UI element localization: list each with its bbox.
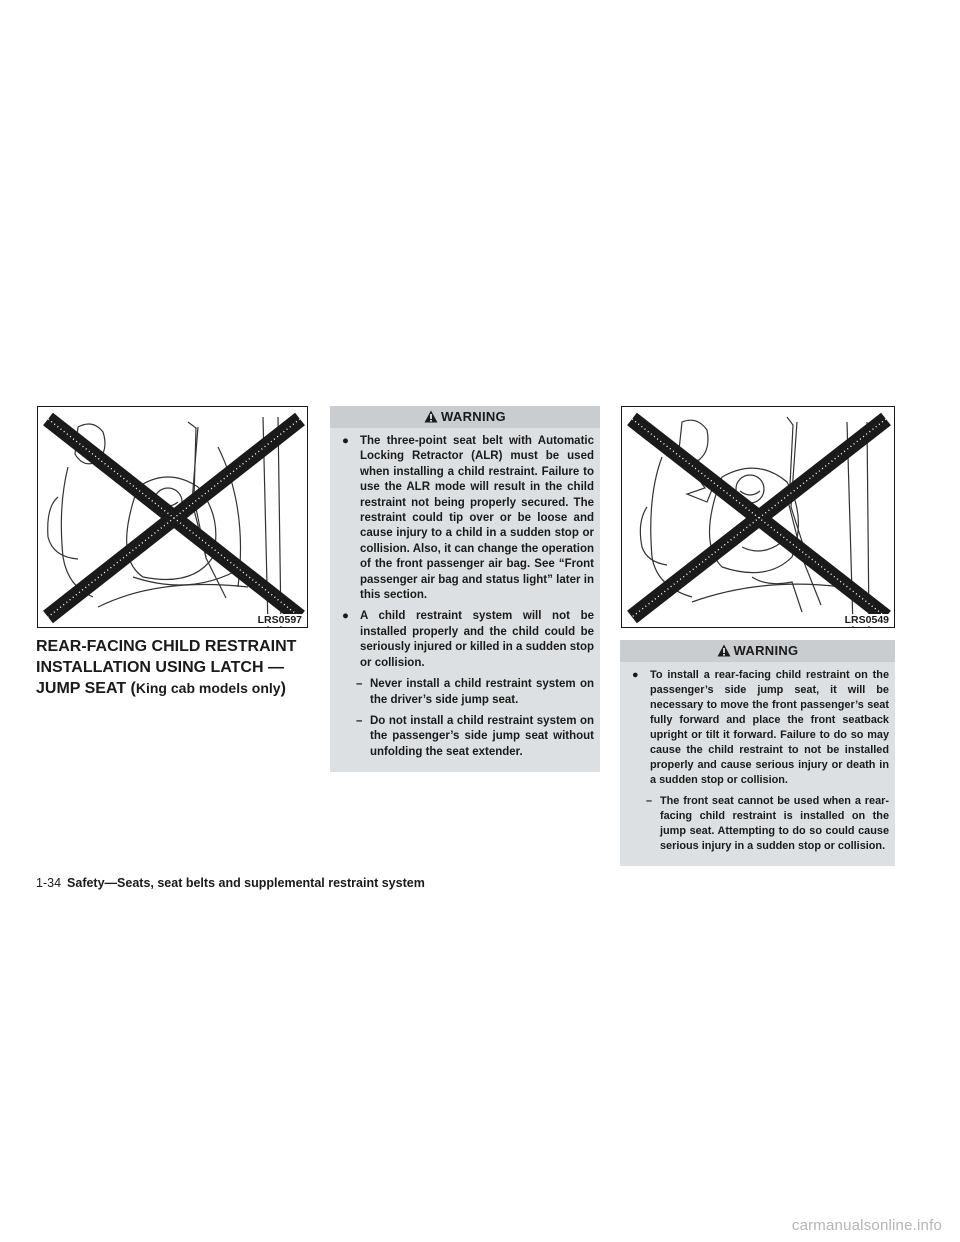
warning-subitem [340,677,594,708]
section-heading [36,636,326,699]
child-seat-prohibited-illustration [38,407,308,628]
warning-subitem [340,714,594,760]
warning-title-bar [330,406,600,428]
warning-bullet [340,434,594,603]
bullet-icon: ● [342,435,349,447]
warning-box-seat-belt-alr [330,406,600,772]
page-number: 1-34 [36,876,62,890]
figure-right [621,406,895,628]
figure-code: LRS0549 [844,614,889,626]
figure-code: LRS0597 [257,614,302,626]
heading-main: REAR-FACING CHILD RESTRAINT INSTALLATION USING LATCH — JUMP SEAT ( [36,638,297,697]
subitem-text: Do not install a child restraint system on the passenger’s side jump seat without unfolding the seat extender. [370,714,594,758]
watermark: carmanualsonline.info [791,1217,942,1234]
dash-icon: – [356,714,363,727]
warning-triangle-icon [424,410,438,423]
bullet-icon: ● [342,610,349,623]
bullet-text: The three-point seat belt with Automatic Locking Retractor (ALR) must be used when installing a child restraint. Failure to use the ALR mode will result in the child restraint not being properly secured. The restraint could tip over or be loose and cause injury to a child in a sudden stop or collision. Also, it can change the operation of the front passenger air bag. See “Front passenger air bag and status light” later in this section. [360,435,594,602]
warning-bullet [630,668,889,788]
child-seat-prohibited-illustration [622,407,895,628]
warning-subitem [630,794,889,854]
warning-box-jump-seat [620,640,895,866]
subitem-text: Never install a child restraint system on the driver’s side jump seat. [370,678,594,706]
subitem-text: The front seat cannot be used when a rear-facing child restraint is installed on the jump seat. Attempting to do so could cause serious injury in a sudden stop or collision. [660,795,889,852]
warning-body [330,428,600,772]
warning-title-bar [620,640,895,662]
bullet-text: A child restraint system will not be installed properly and the child could be seriously injured or killed in a sudden stop or collision. [360,610,594,669]
bullet-text: To install a rear-facing child restraint on the passenger’s side jump seat, it will be necessary to move the front passenger’s seat fully forward and place the front seatback upright or tilt it forward. Failure to do so may cause the child restraint to not be installed properly and cause serious injury or death in a sudden stop or collision. [650,669,889,786]
warning-bullet [340,609,594,671]
dash-icon: – [646,795,653,807]
dash-icon: – [356,678,363,691]
page-footer [36,876,425,890]
warning-body [620,662,895,866]
heading-qualifier: King cab models only [135,680,281,696]
heading-close: ) [280,680,286,697]
bullet-icon: ● [632,669,639,681]
warning-triangle-icon [717,644,731,657]
figure-left [37,406,308,628]
warning-title: WARNING [733,643,799,658]
warning-title: WARNING [441,409,506,424]
section-title: Safety—Seats, seat belts and supplemental restraint system [67,876,425,890]
